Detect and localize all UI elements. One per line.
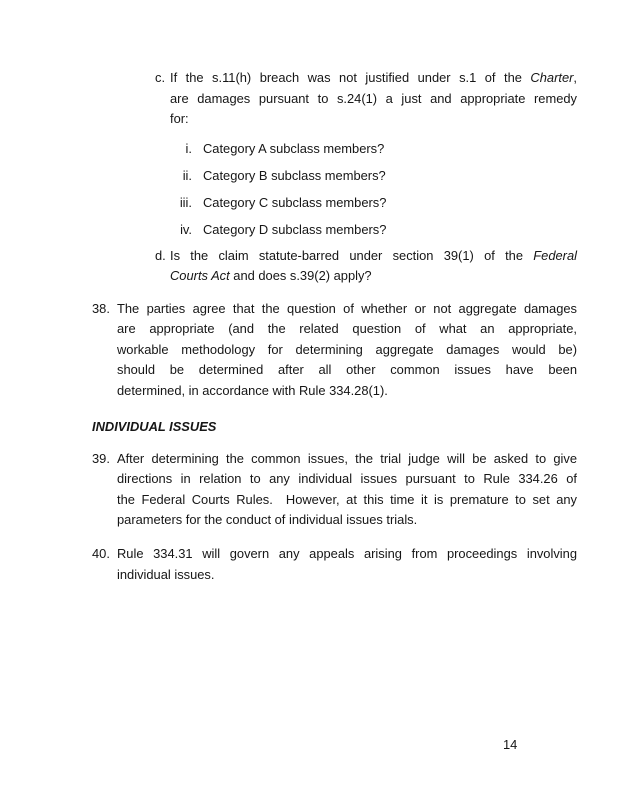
item-text: Category B subclass members? (203, 167, 386, 183)
numbered-item-39 (92, 449, 624, 531)
text-line (170, 266, 577, 287)
item-text (117, 449, 577, 531)
text-line (170, 246, 577, 267)
item-text (170, 68, 577, 130)
text-line (117, 299, 577, 320)
text-line (170, 89, 577, 110)
letter-item-d (155, 246, 624, 287)
text-line-content (170, 248, 577, 263)
text-run: are damages pursuant to s.24(1) a just and appropriate remedy (170, 90, 577, 106)
text-line-content (117, 471, 577, 486)
roman-item-ii (155, 166, 624, 187)
numbered-item-40 (92, 544, 624, 585)
text-line (117, 360, 577, 381)
text-line-content (170, 70, 577, 85)
text-line (117, 340, 577, 361)
text-run: workable methodology for determining aggregate damages would be) (117, 341, 577, 357)
page-number: 14 (503, 737, 518, 752)
text-run: Charter (530, 70, 574, 85)
text-line (117, 510, 577, 531)
text-line (117, 381, 577, 402)
text-run: , (573, 70, 577, 85)
item-marker: 38. (92, 300, 110, 316)
text-run: and does s.39(2) apply? (229, 268, 372, 283)
text-run: are appropriate (and the related question of what an appropriate, (117, 321, 577, 336)
text-line (117, 490, 577, 511)
text-run: Courts Act (170, 268, 230, 283)
roman-item-iii (155, 193, 624, 214)
text-run: Is the claim statute-barred under section 39(1) of the (170, 247, 534, 263)
text-line-content (170, 111, 189, 126)
section-heading: INDIVIDUAL ISSUES (92, 418, 217, 434)
item-marker: d. (155, 247, 166, 263)
text-line-content (170, 91, 577, 106)
text-run: The parties agree that the question of whether or not aggregate damages (117, 300, 577, 316)
text-line-content (117, 301, 577, 316)
item-marker: 40. (92, 546, 110, 561)
text-line (170, 109, 577, 130)
roman-item-iv (155, 220, 624, 241)
item-marker: 39. (92, 450, 110, 466)
text-line-content (117, 451, 577, 466)
text-run: Federal (533, 247, 577, 263)
item-text (170, 246, 577, 287)
text-run: should be determined after all other common issues have been (117, 362, 577, 377)
text-line (117, 449, 577, 470)
text-line-content (117, 567, 214, 582)
text-run: If the s.11(h) breach was not justified under s.1 of the (170, 70, 531, 85)
text-run: for: (170, 111, 189, 126)
document-body (0, 68, 624, 585)
roman-item-i (155, 139, 624, 160)
text-run: After determining the common issues, the trial judge will be asked to give (117, 450, 577, 466)
text-line-content (117, 492, 577, 507)
text-line-content (117, 512, 417, 527)
item-marker: iii. (179, 194, 192, 210)
text-line (117, 319, 577, 340)
text-run: Rule 334.31 will govern any appeals arising from proceedings involving (117, 546, 577, 561)
text-line (117, 565, 577, 586)
text-line-content (117, 321, 577, 336)
text-line-content (117, 342, 577, 357)
text-run: determined, in accordance with Rule 334.28(1). (117, 382, 388, 398)
text-line-content (117, 383, 388, 398)
text-line-content (117, 362, 577, 377)
numbered-item-38 (92, 299, 624, 402)
text-line (170, 68, 577, 89)
item-text (117, 299, 577, 402)
item-marker: iv. (180, 221, 192, 237)
item-marker: i. (185, 140, 192, 156)
item-text (117, 544, 577, 585)
text-run: individual issues. (117, 566, 215, 582)
text-line-content (170, 268, 372, 283)
text-run: parameters for the conduct of individual issues trials. (117, 512, 418, 527)
item-text: Category D subclass members? (203, 221, 387, 237)
text-line (117, 544, 577, 565)
text-line (117, 469, 577, 490)
text-run: directions in relation to any individual issues pursuant to Rule 334.26 of (117, 471, 577, 486)
item-marker: c. (155, 70, 166, 85)
item-marker: ii. (182, 167, 192, 183)
item-text: Category C subclass members? (203, 194, 387, 210)
text-run: the Federal Courts Rules. However, at this time it is premature to set any (117, 491, 577, 507)
letter-item-c (155, 68, 624, 130)
text-line-content (117, 546, 577, 561)
item-text: Category A subclass members? (203, 140, 385, 156)
